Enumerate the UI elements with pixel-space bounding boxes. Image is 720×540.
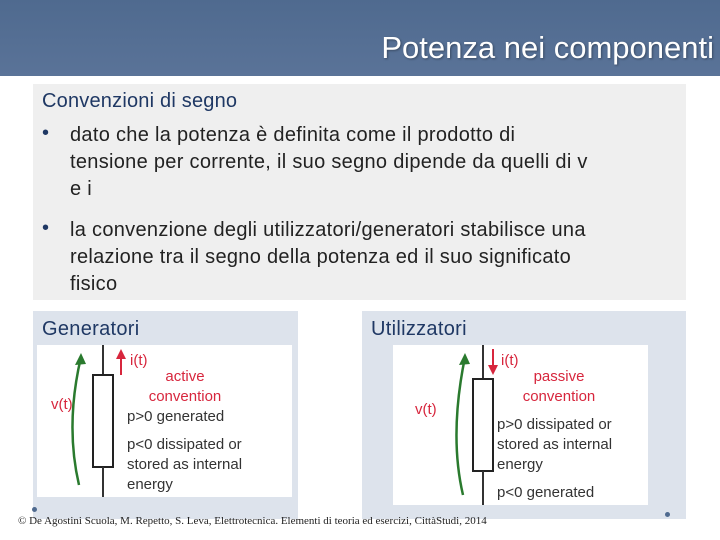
- convention-label: passive: [533, 368, 585, 385]
- power-info-line: p>0 dissipated or: [497, 416, 612, 433]
- power-info-line: stored as internal: [127, 456, 243, 473]
- convention-label: convention: [148, 388, 222, 405]
- generator-title: Generatori: [42, 318, 140, 340]
- section-heading: Convenzioni di segno: [42, 90, 238, 112]
- bullet-1: [70, 122, 685, 203]
- voltage-arrowhead-icon: [459, 353, 470, 365]
- bullet-marker: •: [42, 122, 50, 144]
- power-info-line: p<0 generated: [497, 484, 595, 501]
- bullet-1-line: dato che la potenza è definita come il prodotto di: [70, 124, 516, 146]
- bullet-2: [70, 217, 685, 298]
- current-label: i(t): [130, 352, 148, 369]
- voltage-label: v(t): [51, 396, 73, 413]
- decorative-dot: [665, 512, 670, 517]
- bullet-marker: •: [42, 217, 50, 239]
- component-symbol: [93, 375, 113, 467]
- power-info-line: energy: [497, 456, 543, 473]
- user-title: Utilizzatori: [371, 318, 467, 340]
- generator-diagram: [37, 345, 292, 497]
- power-info-line: energy: [127, 476, 173, 493]
- voltage-arrow-icon: [72, 357, 81, 485]
- voltage-label: v(t): [415, 401, 437, 418]
- voltage-arrow-icon: [456, 357, 465, 495]
- footer-citation: © De Agostini Scuola, M. Repetto, S. Leva, Elettrotecnica. Elementi di teoria ed esercizi, CittàStudi, 2014: [18, 515, 487, 527]
- power-info-line: stored as internal: [497, 436, 613, 453]
- current-label: i(t): [501, 352, 519, 369]
- user-diagram: [393, 345, 648, 505]
- bullet-2-line: fisico: [70, 273, 118, 295]
- voltage-arrowhead-icon: [75, 353, 86, 365]
- bullet-1-line: e i: [70, 178, 93, 200]
- convention-label: active: [165, 368, 205, 385]
- bullet-1-line: tensione per corrente, il suo segno dipende da quelli di v: [70, 151, 588, 173]
- bullet-2-line: la convenzione degli utilizzatori/generatori stabilisce una: [70, 219, 586, 241]
- power-info-line: p<0 dissipated or: [127, 436, 242, 453]
- slide-title: Potenza nei componenti: [381, 30, 714, 65]
- component-symbol: [473, 379, 493, 471]
- title-bar: [0, 0, 720, 76]
- decorative-dot: [32, 507, 37, 512]
- convention-label: convention: [522, 388, 596, 405]
- bullet-2-line: relazione tra il segno della potenza ed il suo significato: [70, 246, 572, 268]
- power-info-line: p>0 generated: [127, 408, 225, 425]
